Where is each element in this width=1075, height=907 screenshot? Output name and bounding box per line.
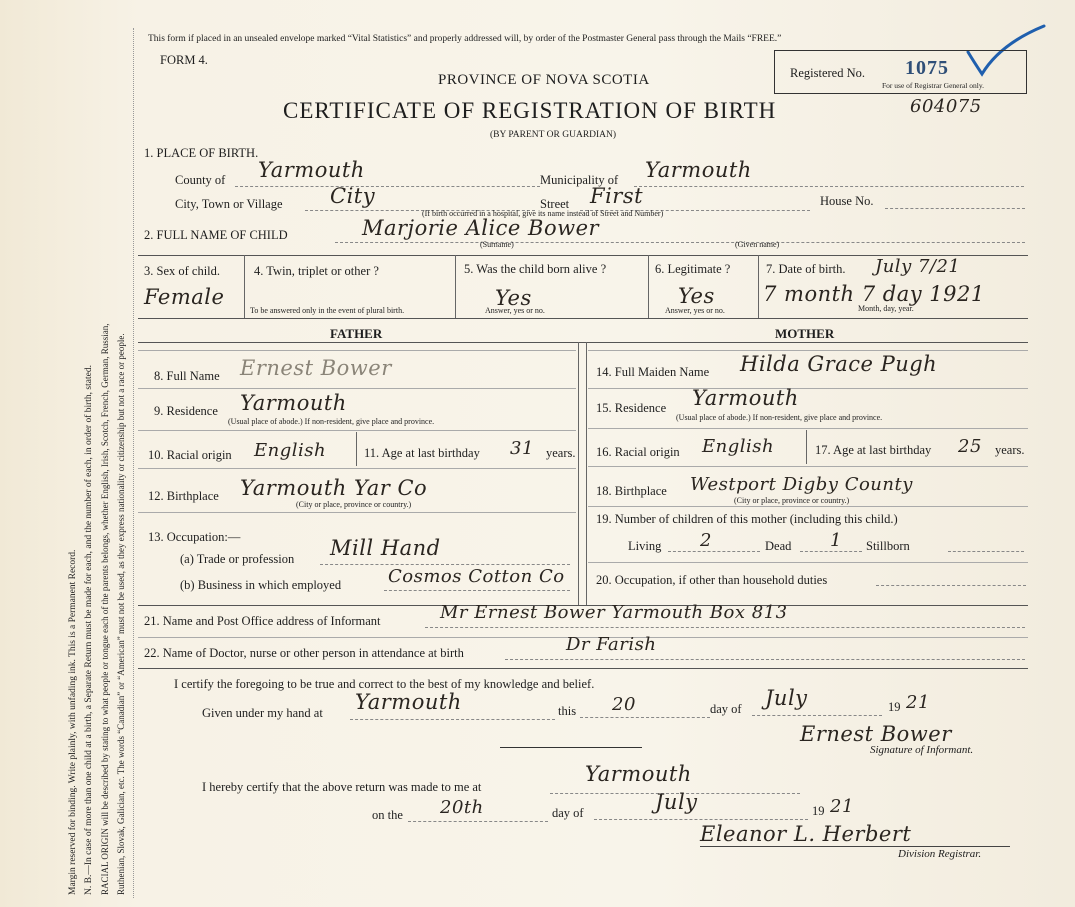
cert-day-of-label: day of [710, 702, 742, 716]
margin-note-binding: Margin reserved for binding. Write plainly, with unfading ink. This is a Permanent Record. [68, 549, 78, 895]
municipality-value: Yarmouth [645, 158, 752, 182]
given-label: Given under my hand at [202, 706, 323, 720]
informant-signature-label: Signature of Informant. [870, 744, 974, 756]
mother-age-label: 17. Age at last birthday [815, 443, 932, 457]
father-years-label: years. [546, 446, 576, 460]
father-birthplace-label: 12. Birthplace [148, 489, 219, 503]
registered-label: Registered No. [790, 66, 865, 80]
cert-day-value: 20 [612, 694, 636, 715]
registrar-place-value: Yarmouth [585, 762, 692, 786]
margin-rule [133, 28, 134, 898]
province-heading: PROVINCE OF NOVA SCOTIA [438, 72, 650, 88]
county-label: County of [175, 173, 226, 187]
mother-heading: MOTHER [775, 326, 835, 341]
mother-residence-note: (Usual place of abode.) If non-resident, give place and province. [676, 413, 883, 422]
mother-years-label: years. [995, 443, 1025, 457]
father-business-label: (b) Business in which employed [180, 578, 342, 592]
this-label: this [558, 704, 577, 718]
mother-birthplace-label: 18. Birthplace [596, 484, 667, 498]
registered-note: For use of Registrar General only. [882, 81, 984, 90]
father-trade-label: (a) Trade or profession [180, 552, 295, 566]
mother-occupation-label: 20. Occupation, if other than household duties [596, 573, 828, 587]
legitimate-value: Yes [678, 284, 715, 308]
date-note: Month, day, year. [858, 304, 914, 313]
certificate-title: CERTIFICATE OF REGISTRATION OF BIRTH [283, 98, 777, 123]
informant-signature: Ernest Bower [800, 722, 952, 746]
given-name-note: (Given name) [735, 240, 780, 249]
father-age-value: 31 [510, 438, 534, 459]
city-value: City [330, 184, 376, 208]
postal-notice: This form if placed in an unsealed envelope marked “Vital Statistics” and properly addressed will, by order of the Postmaster General pass through the Mails “FREE.” [148, 34, 782, 44]
twin-note: To be answered only in the event of plural birth. [250, 306, 405, 315]
house-label: House No. [820, 194, 874, 208]
county-value: Yarmouth [258, 158, 365, 182]
mother-children-label: 19. Number of children of this mother (including this child.) [596, 512, 898, 526]
father-heading: FATHER [330, 326, 383, 341]
mother-name-label: 14. Full Maiden Name [596, 365, 710, 379]
mother-age-value: 25 [958, 436, 982, 457]
city-label: City, Town or Village [175, 197, 283, 211]
father-residence-value: Yarmouth [240, 391, 347, 415]
alive-value: Yes [495, 286, 532, 310]
father-birthplace-note: (City or place, province or country.) [296, 500, 412, 509]
form-number: FORM 4. [160, 53, 208, 67]
mother-racial-value: English [702, 436, 775, 457]
municipality-label: Municipality of [540, 173, 619, 187]
mother-stillborn-label: Stillborn [866, 539, 910, 553]
father-business-value: Cosmos Cotton Co [388, 566, 565, 587]
father-occupation-label: 13. Occupation:— [148, 530, 241, 544]
mother-racial-label: 16. Racial origin [596, 445, 680, 459]
father-age-label: 11. Age at last birthday [364, 446, 480, 460]
informant-value: Mr Ernest Bower Yarmouth Box 813 [440, 602, 788, 623]
father-birthplace-value: Yarmouth Yar Co [240, 476, 428, 500]
legitimate-note: Answer, yes or no. [665, 306, 725, 315]
mother-dead-value: 1 [830, 530, 842, 551]
street-label: Street [540, 197, 570, 211]
margin-note-racial-origin: RACIAL ORIGIN will be described by stating to what people or tongue each of the parents belongs, whether English, Irish, Scotch, French, German, Russian, [100, 323, 110, 895]
registered-extra-number: 604075 [910, 96, 982, 117]
surname-note: (Surname) [480, 240, 514, 249]
registrar-year-prefix: 19 [812, 804, 825, 818]
father-racial-value: English [254, 440, 327, 461]
alive-label: 5. Was the child born alive ? [464, 262, 607, 276]
registrar-month-value: July [655, 790, 698, 814]
doctor-value: Dr Farish [566, 634, 657, 655]
mother-residence-value: Yarmouth [692, 386, 799, 410]
father-residence-note: (Usual place of abode.) If non-resident, give place and province. [228, 417, 435, 426]
mother-living-label: Living [628, 539, 662, 553]
father-name-label: 8. Full Name [154, 369, 220, 383]
date-top-value: July 7/21 [875, 256, 961, 277]
cert-month-value: July [765, 686, 808, 710]
father-trade-value: Mill Hand [330, 536, 441, 560]
sex-label: 3. Sex of child. [144, 264, 221, 278]
division-registrar-label: Division Registrar. [898, 848, 982, 860]
certify-line: I certify the foregoing to be true and correct to the best of my knowledge and belief. [174, 677, 595, 691]
doctor-label: 22. Name of Doctor, nurse or other person in attendance at birth [144, 646, 464, 660]
father-racial-label: 10. Racial origin [148, 448, 232, 462]
registrar-day-of-label: day of [552, 806, 584, 820]
legitimate-label: 6. Legitimate ? [655, 262, 731, 276]
mother-name-value: Hilda Grace Pugh [740, 352, 938, 376]
margin-note-racial-words: Ruthenian, Slovak, Galician, etc. The words “Canadian” or “American” must not be used, as they express nationality or citizenship but not a race or people. [116, 333, 126, 895]
cert-year-prefix: 19 [888, 700, 901, 714]
cert-year-value: 21 [906, 692, 930, 713]
sex-value: Female [144, 285, 225, 309]
place-heading: 1. PLACE OF BIRTH. [144, 146, 259, 160]
registered-number: 1075 [905, 57, 949, 79]
certificate-subtitle: (BY PARENT OR GUARDIAN) [490, 130, 617, 140]
mother-birthplace-note: (City or place, province or country.) [734, 496, 850, 505]
child-name-label: 2. FULL NAME OF CHILD [144, 228, 288, 242]
given-place-value: Yarmouth [355, 690, 462, 714]
date-value: 7 month 7 day 1921 [763, 282, 985, 306]
registrar-on-the-label: on the [372, 808, 403, 822]
street-value: First [590, 184, 644, 208]
twin-label: 4. Twin, triplet or other ? [254, 264, 379, 278]
hospital-note: (If birth occurred in a hospital, give its name instead of Street and Number) [422, 209, 664, 218]
child-name-value: Marjorie Alice Bower [362, 216, 600, 240]
alive-note: Answer, yes or no. [485, 306, 545, 315]
mother-birthplace-value: Westport Digby County [690, 474, 913, 495]
registrar-year-value: 21 [830, 796, 854, 817]
registrar-day-value: 20th [440, 797, 484, 818]
registrar-line: I hereby certify that the above return was made to me at [202, 780, 482, 794]
father-name-value: Ernest Bower [240, 356, 392, 380]
margin-note-multiple-births: N. B.—In case of more than one child at a birth, a Separate Return must be made for each, and the number of each, in order of birth, stated. [84, 365, 94, 895]
mother-dead-label: Dead [765, 539, 792, 553]
informant-label: 21. Name and Post Office address of Informant [144, 614, 381, 628]
mother-residence-label: 15. Residence [596, 401, 667, 415]
registrar-signature: Eleanor L. Herbert [700, 822, 912, 846]
father-residence-label: 9. Residence [154, 404, 218, 418]
date-label: 7. Date of birth. [766, 262, 846, 276]
mother-living-value: 2 [700, 530, 712, 551]
